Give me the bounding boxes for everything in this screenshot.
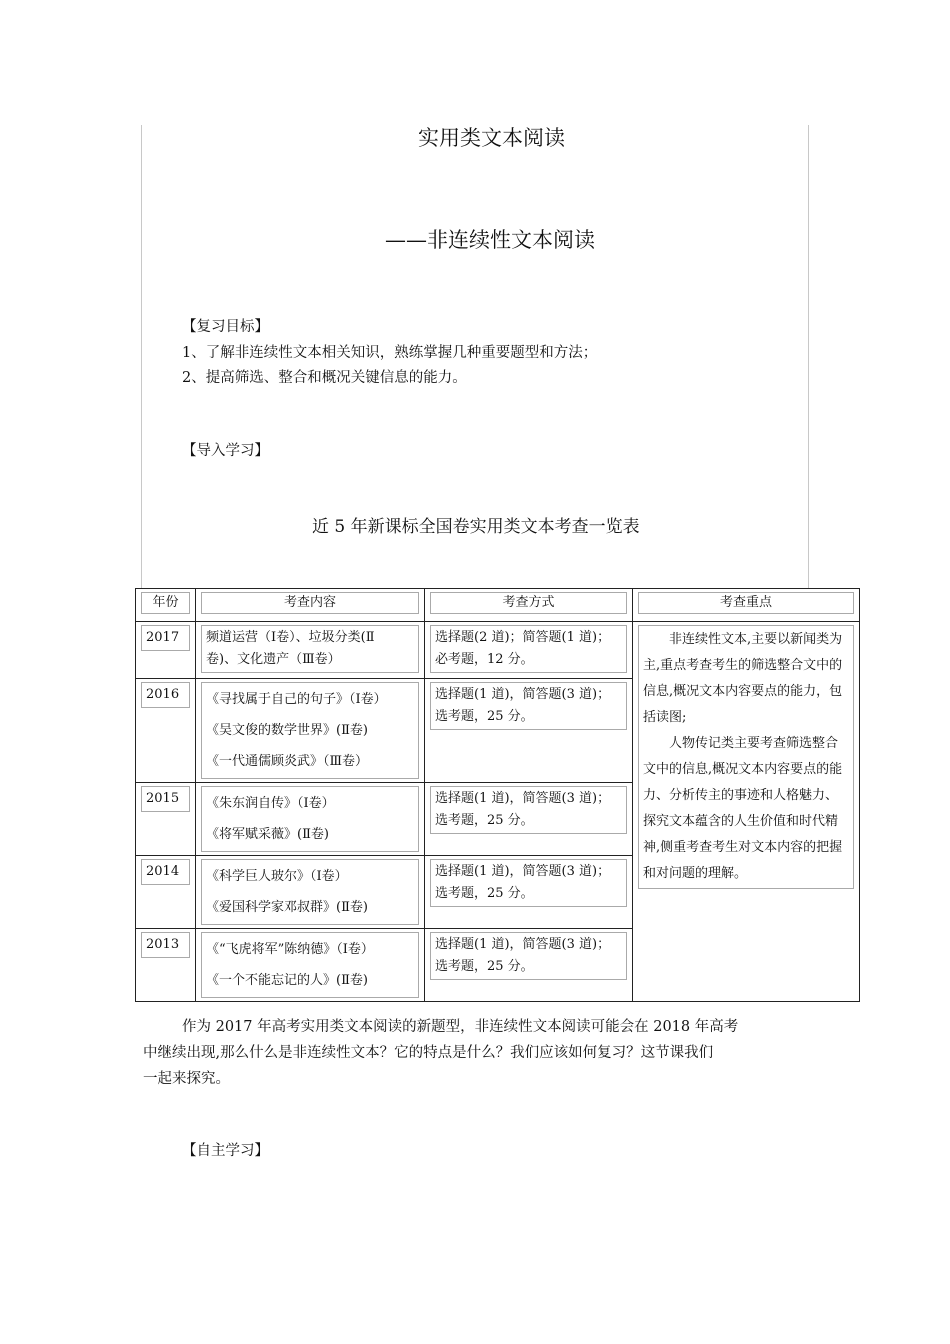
content-cell: [201, 682, 419, 779]
content-line: 《一个不能忘记的人》(Ⅱ卷): [206, 973, 368, 988]
content-cell: [201, 859, 419, 925]
header-method: 考查方式: [430, 592, 627, 614]
intro-heading: 【导入学习】: [182, 443, 269, 459]
year-cell: 2014: [141, 859, 190, 885]
content-line: 《朱东润自传》（Ⅰ卷）: [206, 796, 335, 811]
header-content: 考查内容: [201, 592, 419, 614]
focus-paragraph-news: 非连续性文本,主要以新闻类为主,重点考查考生的筛选整合文中的信息,概况文本内容要点的能力，包括读图;: [643, 632, 843, 725]
method-line: 必考题，12 分。: [435, 652, 534, 667]
left-margin-line: [141, 125, 142, 588]
method-cell: [430, 682, 627, 730]
method-cell: [430, 786, 627, 834]
method-line: 选择题(1 道)，简答题(3 道)；: [435, 937, 611, 952]
header-year: 年份: [141, 592, 190, 614]
method-cell: [430, 932, 627, 980]
intro-paragraph-line: 中继续出现,那么什么是非连续性文本？它的特点是什么？我们应该如何复习？这节课我们: [143, 1045, 714, 1061]
intro-paragraph-line: 作为 2017 年高考实用类文本阅读的新题型，非连续性文本阅读可能会在 2018 年高考: [182, 1019, 739, 1035]
content-cell: [201, 932, 419, 998]
content-line: 《一代通儒顾炎武》（Ⅲ卷）: [206, 754, 369, 769]
table-row: [136, 622, 860, 679]
goal-item-2: 2、提高筛选、整合和概况关键信息的能力。: [182, 370, 467, 386]
header-focus: 考查重点: [638, 592, 854, 614]
method-line: 选考题，25 分。: [435, 959, 534, 974]
page-title: 实用类文本阅读: [418, 126, 565, 150]
method-line: 选择题(1 道)，简答题(3 道)；: [435, 687, 611, 702]
content-cell: [201, 786, 419, 852]
content-line: 《爱国科学家邓叔群》(Ⅱ卷): [206, 900, 368, 915]
exam-table: [135, 588, 860, 1002]
content-line: 《吴文俊的数学世界》(Ⅱ卷): [206, 723, 368, 738]
method-line: 选考题，25 分。: [435, 813, 534, 828]
focus-paragraph-biography: 人物传记类主要考查筛选整合文中的信息,概况文本内容要点的能力、分析传主的事迹和人格魅力、探究文本蕴含的人生价值和时代精神,侧重考查考生对文本内容的把握和对问题的理解。: [643, 736, 843, 881]
method-cell: [430, 625, 627, 673]
year-cell: 2016: [141, 682, 190, 708]
method-line: 选考题，25 分。: [435, 709, 534, 724]
content-line: 《寻找属于自己的句子》（Ⅰ卷）: [206, 692, 387, 707]
year-cell: 2015: [141, 786, 190, 812]
method-line: 选择题(2 道)；简答题(1 道)；: [435, 630, 611, 645]
method-line: 选择题(1 道)，简答题(3 道)；: [435, 791, 611, 806]
content-line: 《科学巨人玻尔》（Ⅰ卷）: [206, 869, 348, 884]
content-line: 《将军赋采薇》(Ⅱ卷): [206, 827, 329, 842]
content-line: 卷)、文化遗产（Ⅲ卷）: [206, 652, 341, 667]
method-cell: [430, 859, 627, 907]
goal-item-1: 1、了解非连续性文本相关知识，熟练掌握几种重要题型和方法；: [182, 345, 598, 361]
content-cell: [201, 625, 419, 673]
table-header-row: [136, 589, 860, 622]
year-cell: 2013: [141, 932, 190, 958]
page-subtitle: ——非连续性文本阅读: [385, 228, 595, 252]
table-title: 近 5 年新课标全国卷实用类文本考查一览表: [312, 517, 640, 537]
goals-heading: 【复习目标】: [182, 319, 269, 335]
content-line: 频道运营（Ⅰ卷）、垃圾分类(Ⅱ: [206, 630, 375, 645]
intro-paragraph-line: 一起来探究。: [143, 1071, 230, 1087]
method-line: 选择题(1 道)，简答题(3 道)；: [435, 864, 611, 879]
method-line: 选考题，25 分。: [435, 886, 534, 901]
right-margin-line: [808, 125, 809, 588]
focus-cell: [633, 622, 860, 1002]
year-cell: 2017: [141, 625, 190, 651]
focus-text: [638, 625, 854, 889]
self-study-heading: 【自主学习】: [182, 1143, 269, 1159]
content-line: 《“飞虎将军”陈纳德》（Ⅰ卷）: [206, 942, 374, 957]
